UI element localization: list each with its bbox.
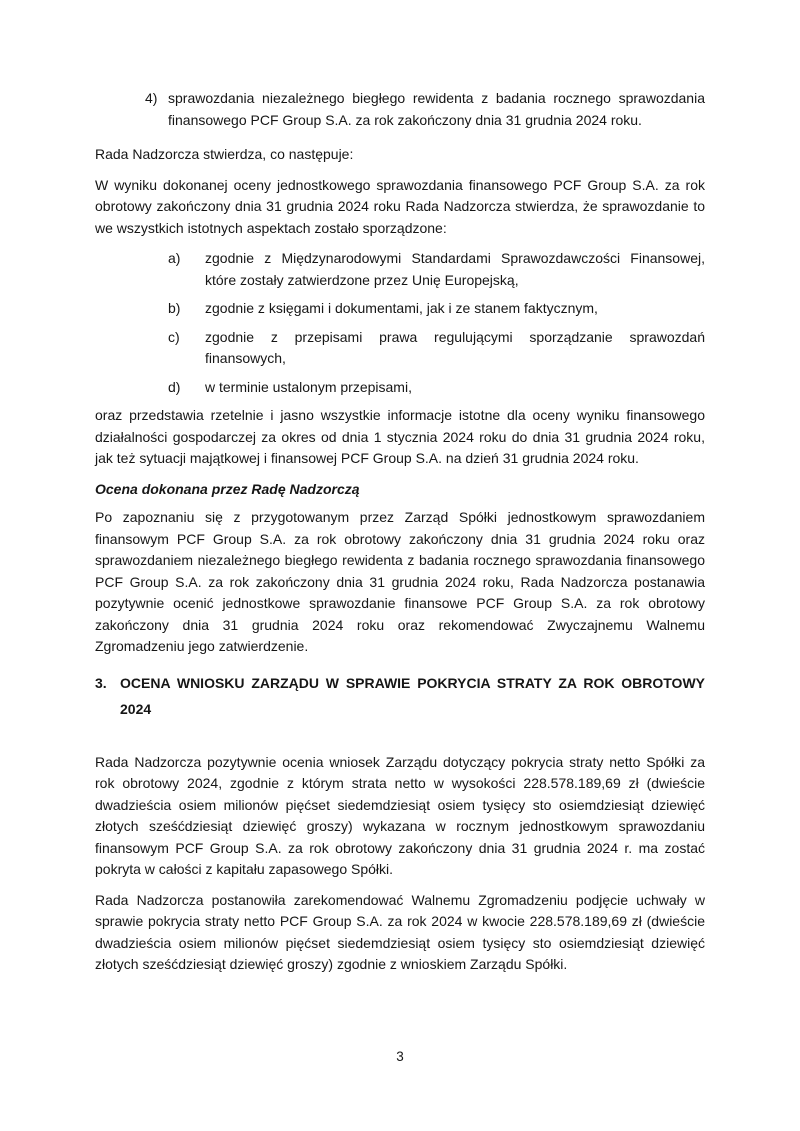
subheading-assessment-by-board: Ocena dokonana przez Radę Nadzorczą	[95, 480, 360, 497]
list-item-a-text: zgodnie z Międzynarodowymi Standardami Sprawozdawczości Finansowej, które zostały zatwierdzone przez Unię Europejską,	[205, 250, 705, 288]
list-item-4-marker: 4)	[145, 90, 158, 106]
list-item-b	[168, 298, 705, 320]
list-item-c-marker: c)	[168, 328, 180, 345]
list-item-b-text: zgodnie z księgami i dokumentami, jak i ze stanem faktycznym,	[205, 300, 598, 316]
section-3-title: OCENA WNIOSKU ZARZĄDU W SPRAWIE POKRYCIA STRATY ZA ROK OBROTOWY 2024	[120, 674, 705, 717]
list-item-d	[168, 377, 705, 399]
lettered-list	[95, 248, 705, 398]
paragraph-statement-intro: Rada Nadzorcza stwierdza, co następuje:	[95, 146, 354, 162]
list-item-d-marker: d)	[168, 378, 181, 395]
list-item-a	[168, 248, 705, 291]
paragraph-presentation: oraz przedstawia rzetelnie i jasno wszystkie informacje istotne dla oceny wyniku finansowego działalności gospodarczej za okres od dnia 1 stycznia 2024 roku do dnia 31 grudnia 2024 roku, jak też sytuacji majątkowej i finansowej PCF Group S.A. na dzień 31 grudnia 2024 roku.	[95, 407, 705, 466]
list-item-4-text: sprawozdania niezależnego biegłego rewidenta z badania rocznego sprawozdania finansowego PCF Group S.A. za rok zakończony dnia 31 grudnia 2024 roku.	[168, 90, 705, 128]
paragraph-assessment-result: W wyniku dokonanej oceny jednostkowego sprawozdania finansowego PCF Group S.A. za rok obrotowy zakończony dnia 31 grudnia 2024 roku Rada Nadzorcza stwierdza, że sprawozdanie to we wszystkich istotnych aspektach zostało sporządzone:	[95, 176, 705, 236]
list-item-c	[168, 327, 705, 370]
page-number: 3	[396, 1049, 404, 1064]
paragraph-loss-opinion: Rada Nadzorcza pozytywnie ocenia wniosek Zarządu dotyczący pokrycia straty netto Spółki za rok obrotowy 2024, zgodnie z którym strata netto w wysokości 228.578.189,69 zł (dwieście dwadzieścia osiem milionów pięćset siedemdziesiąt osiem tysięcy sto osiemdziesiąt dziewięć złotych sześćdziesiąt dziewięć groszy) wykazana w rocznym jednostkowym sprawozdaniu finansowym PCF Group S.A. za rok obrotowy zakończony dnia 31 grudnia 2024 r. ma zostać pokryta w całości z kapitału zapasowego Spółki.	[95, 753, 705, 877]
list-item-c-text: zgodnie z przepisami prawa regulującymi sporządzanie sprawozdań finansowych,	[205, 328, 705, 366]
list-item-b-marker: b)	[168, 300, 181, 316]
section-3-number: 3.	[95, 674, 107, 691]
list-item-4	[145, 88, 705, 131]
paragraph-loss-recommendation: Rada Nadzorcza postanowiła zarekomendować Walnemu Zgromadzeniu podjęcie uchwały w sprawie pokrycia straty netto PCF Group S.A. za rok 2024 w kwocie 228.578.189,69 zł (dwieście dwadzieścia osiem milionów pięćset siedemdziesiąt osiem tysięcy sto osiemdziesiąt dziewięć złotych sześćdziesiąt dziewięć groszy) zgodnie z wnioskiem Zarządu Spółki.	[95, 891, 705, 972]
section-3-heading	[95, 670, 705, 722]
spacer	[95, 740, 705, 752]
list-item-a-marker: a)	[168, 250, 181, 266]
list-item-d-text: w terminie ustalonym przepisami,	[205, 378, 412, 395]
paragraph-board-assessment: Po zapoznaniu się z przygotowanym przez Zarząd Spółki jednostkowym sprawozdaniem finansowym PCF Group S.A. za rok obrotowy zakończony dnia 31 grudnia 2024 roku oraz sprawozdaniem niezależnego biegłego rewidenta z badania rocznego sprawozdania finansowego PCF Group S.A. za rok zakończony dnia 31 grudnia 2024 roku, Rada Nadzorcza postanawia pozytywnie ocenić jednostkowe sprawozdanie finansowe PCF Group S.A. za rok obrotowy zakończony dnia 31 grudnia 2024 roku oraz rekomendować Zwyczajnemu Walnemu Zgromadzeniu jego zatwierdzenie.	[95, 509, 705, 654]
